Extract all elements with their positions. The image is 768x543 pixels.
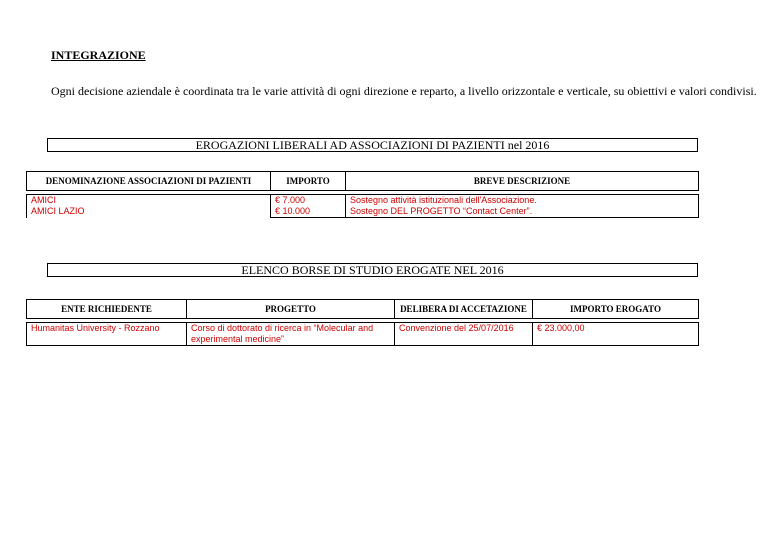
donation-description: Sostegno DEL PROGETTO “Contact Center”.	[350, 206, 533, 216]
section2-title: ELENCO BORSE DI STUDIO EROGATE NEL 2016	[47, 263, 698, 277]
donation-description: Sostegno attività istituzionali dell'Associazione.	[350, 195, 537, 205]
intro-paragraph: Ogni decisione aziendale è coordinata tra le varie attività di ogni direzione e reparto, a livello orizzontale e verticale, su obiettivi e valori condivisi.	[51, 84, 757, 98]
table-header-row	[27, 300, 699, 319]
section1-title: EROGAZIONI LIBERALI AD ASSOCIAZIONI DI PAZIENTI nel 2016	[47, 138, 698, 152]
association-name: AMICI	[31, 195, 57, 205]
page-heading: INTEGRAZIONE	[51, 48, 146, 62]
table-row	[27, 323, 699, 346]
header-requesting-entity: ENTE RICHIEDENTE	[27, 300, 187, 319]
header-description: BREVE DESCRIZIONE	[346, 172, 699, 191]
table-row	[27, 195, 699, 218]
donations-table	[26, 171, 699, 218]
requesting-entity: Humanitas University - Rozzano	[27, 323, 187, 346]
header-amount: IMPORTO	[271, 172, 346, 191]
header-association: DENOMINAZIONE ASSOCIAZIONI DI PAZIENTI	[27, 172, 271, 191]
association-name: AMICI LAZIO	[31, 206, 85, 216]
acceptance-resolution: Convenzione del 25/07/2016	[395, 323, 533, 346]
scholarships-table	[26, 299, 699, 346]
header-acceptance: DELIBERA DI ACCETAZIONE	[395, 300, 533, 319]
project: Corso di dottorato di ricerca in “Molecular and experimental medicine”	[187, 323, 395, 346]
donation-amount: € 10.000	[275, 206, 311, 216]
header-amount-paid: IMPORTO EROGATO	[533, 300, 699, 319]
table-header-row	[27, 172, 699, 191]
amount-paid: € 23.000,00	[533, 323, 699, 346]
header-project: PROGETTO	[187, 300, 395, 319]
donation-amount: € 7.000	[275, 195, 306, 205]
